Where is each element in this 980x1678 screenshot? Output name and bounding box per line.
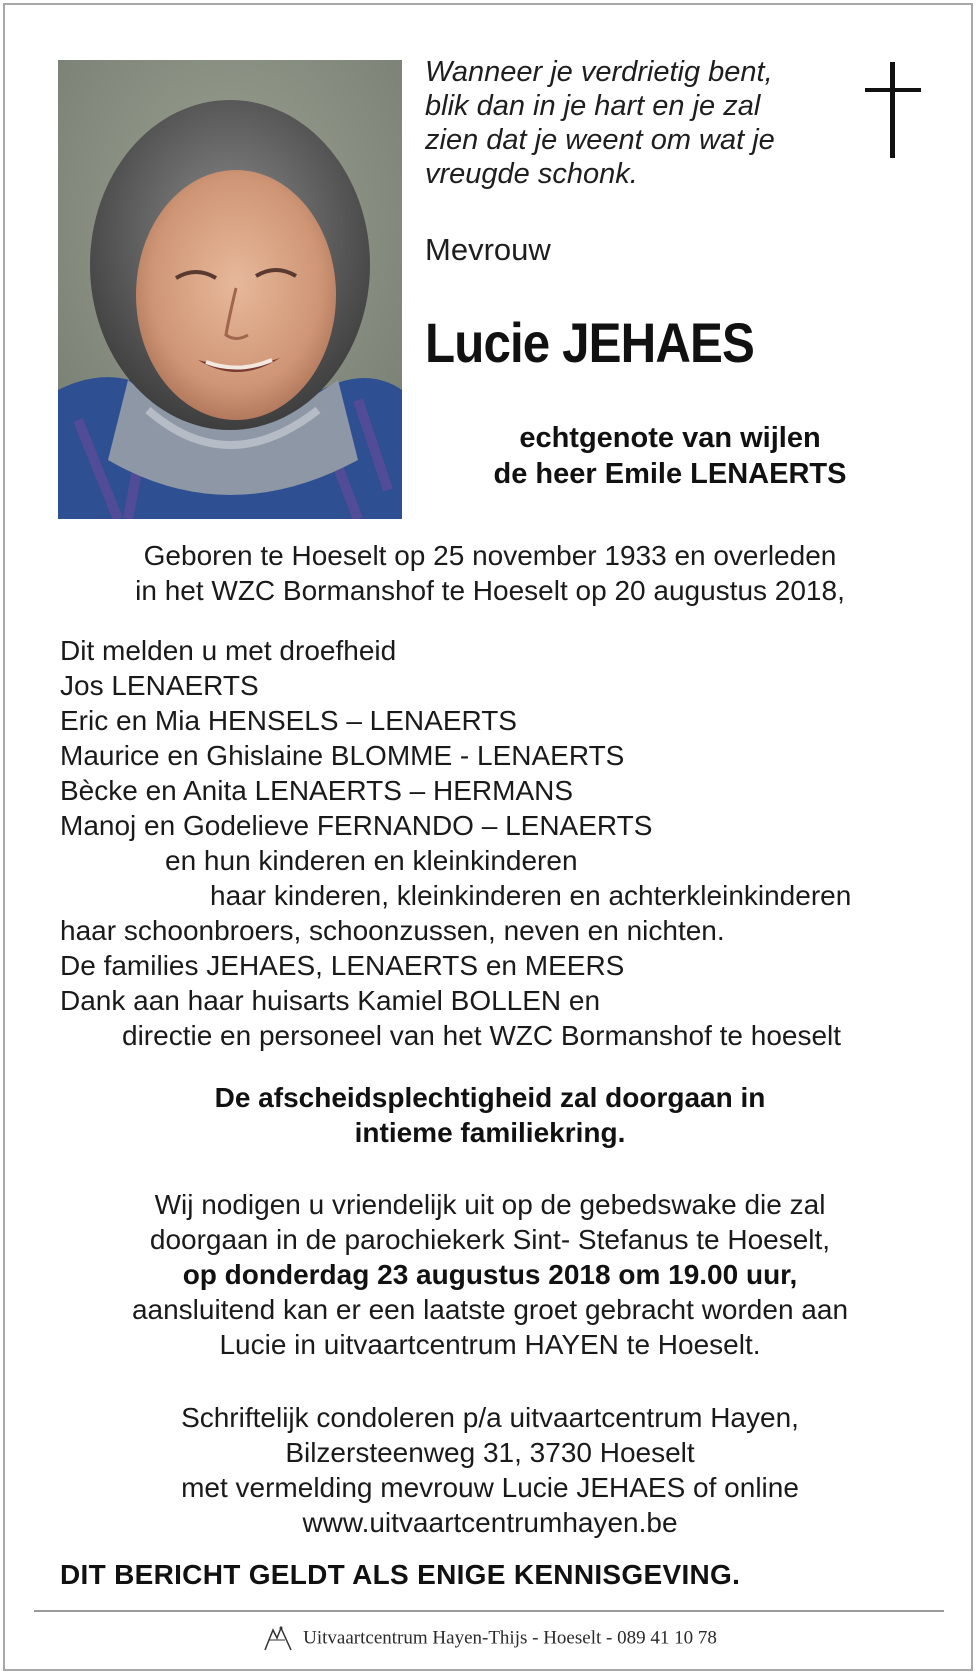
condolences-address: Bilzersteenweg 31, 3730 Hoeselt xyxy=(285,1437,695,1468)
poem-line: blik dan in je hart en je zal xyxy=(425,90,761,122)
deceased-name: Lucie JEHAES xyxy=(425,311,755,374)
footer-divider xyxy=(34,1610,944,1612)
wake-line: aansluitend kan er een laatste groet gebracht worden aan xyxy=(131,1294,849,1325)
spouse-line: de heer Emile LENAERTS xyxy=(493,458,847,490)
inlaws-line: haar schoonbroers, schoonzussen, neven en nichten. xyxy=(60,915,725,946)
footer-text: Uitvaartcentrum Hayen-Thijs - Hoeselt - 089 41 10 78 xyxy=(303,1627,717,1649)
poem-line: Wanneer je verdrietig bent, xyxy=(425,56,773,88)
birth-line: Geboren te Hoeselt op 25 november 1933 en overleden xyxy=(143,540,837,571)
poem-line: zien dat je weent om wat je xyxy=(425,124,775,156)
children-line: en hun kinderen en kleinkinderen xyxy=(165,845,578,876)
poem xyxy=(425,55,845,191)
condolences-line: Schriftelijk condoleren p/a uitvaartcentrum Hayen, xyxy=(181,1402,799,1433)
mourner-name: Eric en Mia HENSELS – LENAERTS xyxy=(60,705,517,736)
mourner-name: Manoj en Godelieve FERNANDO – LENAERTS xyxy=(60,810,653,841)
footer xyxy=(0,1626,980,1652)
condolences-info xyxy=(40,1400,940,1540)
spouse-info xyxy=(420,420,920,492)
funeral-info xyxy=(40,1080,940,1150)
death-line: in het WZC Bormanshof te Hoeselt op 20 augustus 2018, xyxy=(135,575,845,606)
thanks-line: directie en personeel van het WZC Bormanshof te hoeselt xyxy=(122,1020,842,1051)
funeral-line: De afscheidsplechtigheid zal doorgaan in xyxy=(214,1082,766,1113)
portrait-photo xyxy=(58,60,402,519)
families-line: De families JEHAES, LENAERTS en MEERS xyxy=(60,950,625,981)
wake-line: Wij nodigen u vriendelijk uit op de gebedswake die zal xyxy=(154,1189,826,1220)
cross-icon xyxy=(865,62,921,158)
notice: DIT BERICHT GELDT ALS ENIGE KENNISGEVING. xyxy=(60,1559,741,1590)
condolences-website: www.uitvaartcentrumhayen.be xyxy=(302,1507,678,1538)
grandchildren-line: haar kinderen, kleinkinderen en achterkleinkinderen xyxy=(210,880,852,911)
mourner-name: Maurice en Ghislaine BLOMME - LENAERTS xyxy=(60,740,625,771)
wake-line: doorgaan in de parochiekerk Sint- Stefanus te Hoeselt, xyxy=(149,1224,831,1255)
mourners-intro: Dit melden u met droefheid xyxy=(60,635,397,666)
wake-line: Lucie in uitvaartcentrum HAYEN te Hoeselt. xyxy=(219,1329,761,1360)
birth-death-info xyxy=(40,538,940,608)
spouse-line: echtgenote van wijlen xyxy=(519,422,821,454)
wake-info xyxy=(40,1187,940,1362)
mourners-list xyxy=(60,633,940,1053)
mourner-name: Jos LENAERTS xyxy=(60,670,259,701)
mourner-name: Bècke en Anita LENAERTS – HERMANS xyxy=(60,775,574,806)
thanks-line: Dank aan haar huisarts Kamiel BOLLEN en xyxy=(60,985,601,1016)
condolences-line: met vermelding mevrouw Lucie JEHAES of online xyxy=(181,1472,799,1503)
salutation: Mevrouw xyxy=(425,232,551,267)
poem-line: vreugde schonk. xyxy=(425,158,638,190)
hayen-logo-icon xyxy=(263,1626,293,1652)
funeral-line: intieme familiekring. xyxy=(354,1117,626,1148)
wake-datetime: op donderdag 23 augustus 2018 om 19.00 uur, xyxy=(182,1259,798,1290)
